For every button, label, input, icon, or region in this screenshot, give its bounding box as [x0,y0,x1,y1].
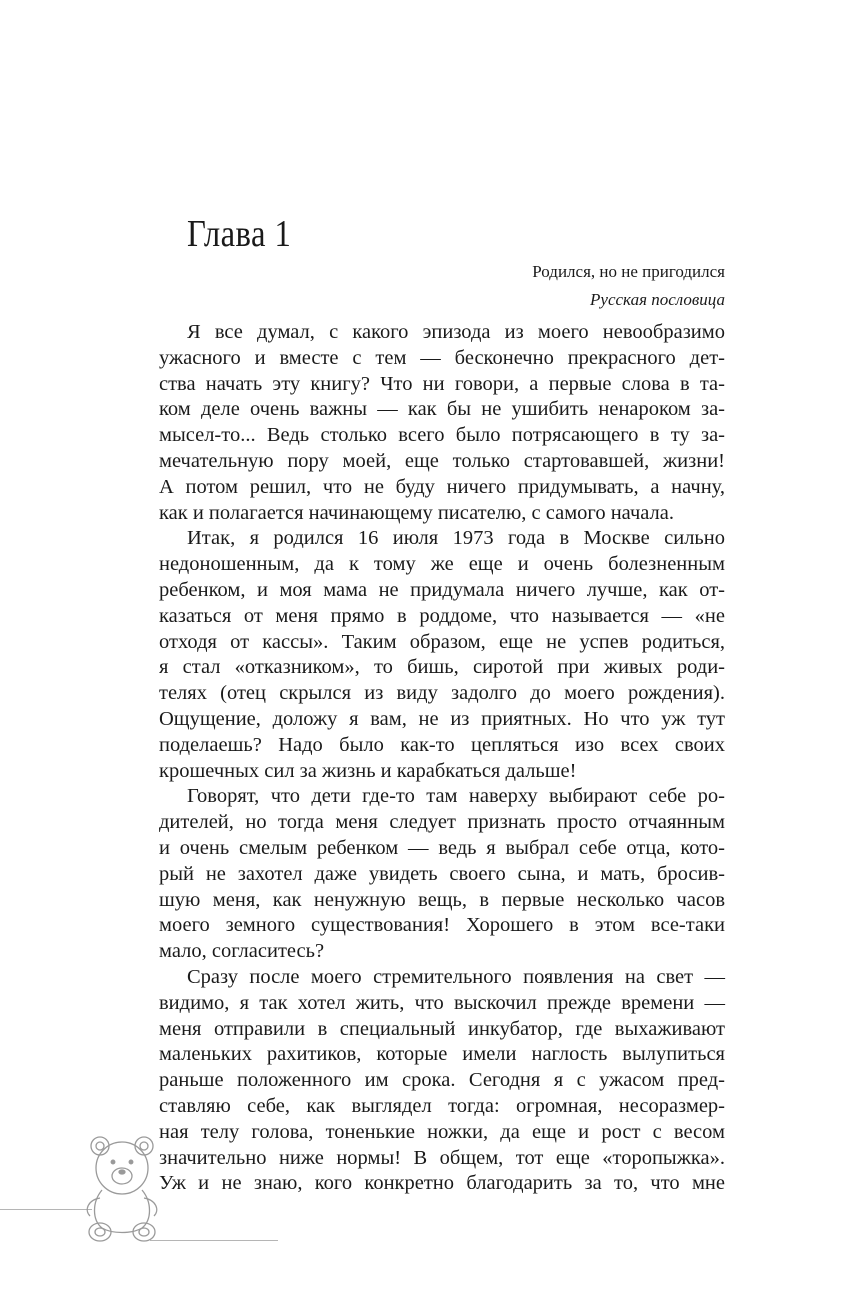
text-line: ная телу голова, тоненькие ножки, да еще и рост с весом [159,1120,725,1143]
text-line: телях (отец скрылся из виду задолго до моего рождения). [159,682,725,705]
text-line: рый не захотел даже увидеть своего сына, и мать, бросив- [159,862,725,885]
text-line: Ощущение, доложу я вам, не из приятных. Но что уж тут [159,707,725,730]
text-line: и очень смелым ребенком — ведь я выбрал себе отца, кото- [159,836,725,859]
text-line: А потом решил, что не буду ничего придумывать, а начну, [159,475,725,498]
text-line: недоношенным, да к тому же еще и очень болезненным [159,553,725,576]
paragraph [159,526,725,784]
text-line: Итак, я родился 16 июля 1973 года в Москве сильно [187,527,725,550]
text-line: мысел-то... Ведь столько всего было потрясающего в ту за- [159,424,725,447]
chapter-title: Глава 1 [187,213,292,255]
body-text [159,320,725,1197]
text-line: крошечных сил за жизнь и карабкаться дальше! [159,759,577,782]
text-line: ставляю себе, как выглядел тогда: огромная, несоразмер- [159,1094,725,1117]
text-line: Сразу после моего стремительного появления на свет — [187,965,725,988]
text-line: видимо, я так хотел жить, что выскочил прежде времени — [159,991,725,1014]
epigraph-text: Родился, но не пригодился [532,262,725,281]
text-line: меня отправили в специальный инкубатор, где выхаживают [159,1017,725,1040]
paragraph [159,784,725,965]
text-line: мечательную пору моей, еще только стартовавшей, жизни! [159,449,725,472]
text-line: маленьких рахитиков, которые имели наглость вылупиться [159,1043,725,1066]
text-line: как и полагается начинающему писателю, с самого начала. [159,501,674,524]
text-line: мало, согласитесь? [159,940,325,963]
text-line: Уж и не знаю, кого конкретно благодарить за то, что мне [159,1172,725,1195]
divider-bottom [150,1240,278,1241]
text-line: Говорят, что дети где-то там наверху выбирают себе ро- [187,785,725,808]
text-line: отходя от кассы». Таким образом, еще не успев родиться, [159,630,725,653]
text-line: поделаешь? Надо было как-то цепляться изо всех своих [159,733,725,756]
text-line: моего земного существования! Хорошего в этом все-таки [159,914,725,937]
text-line: раньше положенного им срока. Сегодня я с ужасом пред- [159,1069,725,1092]
paragraph [159,320,725,526]
epigraph-source: Русская пословица [590,290,725,309]
epigraph [325,258,725,314]
text-line: Я все думал, с какого эпизода из моего невообразимо [187,321,725,343]
paragraph [159,965,725,1197]
text-line: я стал «отказником», то бишь, сиротой при живых роди- [159,656,725,679]
text-line: ребенком, и моя мама не придумала ничего лучше, как от- [159,578,725,601]
teddy-bear-icon [78,1128,168,1246]
text-line: ком деле очень важны — как бы не ушибить ненароком за- [159,398,725,421]
text-line: казаться от меня прямо в роддоме, что называется — «не [159,604,725,627]
text-line: дителей, но тогда меня следует признать просто отчаянным [159,811,725,834]
text-line: ства начать эту книгу? Что ни говори, а первые слова в та- [159,372,725,395]
text-line: значительно ниже нормы! В общем, тот еще «торопыжка». [159,1146,725,1169]
text-line: ужасного и вместе с тем — бесконечно прекрасного дет- [159,346,725,369]
text-line: шую меня, как ненужную вещь, в первые несколько часов [159,888,725,911]
